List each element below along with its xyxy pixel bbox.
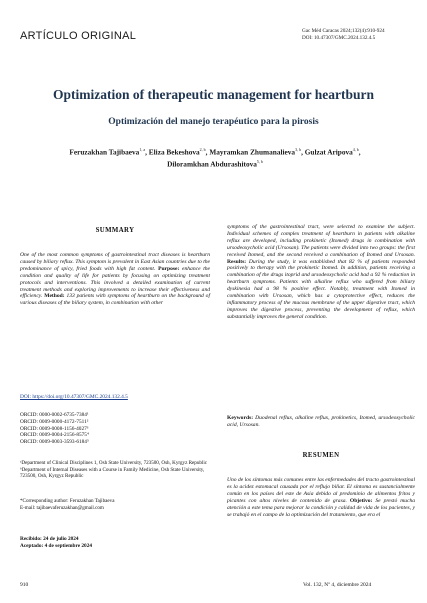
issue-info: Vol. 132, Nº 4, diciembre 2024 (303, 582, 372, 588)
author-superscript: 4, b (352, 147, 359, 152)
affiliations (20, 460, 210, 480)
journal-citation (302, 28, 385, 42)
keywords-label: Keywords: (227, 415, 254, 421)
summary-continuation: symptoms of the gastrointestinal tract, were selected to examine the subject. Individual schemes of complex treatment of heartburn in patients with alkaline reflux are developed, including prokinetic (Itomed) drugs in combination with ursodeoxycholic acid (Ursosan). The patients were divided into two groups: the first received Itomed, and the second received a combination of Itomed and Ursosan. (227, 224, 415, 258)
journal-ref: Gac Méd Caracas 2024;132(4):910-924 (302, 28, 385, 34)
author-list: Feruzakhan Tajibaeva$^{1, a}$, Eliza Bekeshova$^{2, b}$, Mayramkan Zhumanalieva$^{3, b}$, Gulzat Aripova$^{4, b}$, Diloramkhan Abdurashitova$^{5, b}$ (69, 147, 361, 169)
orcid-item: ORCID: 0009-0000-4172-7511² (20, 418, 89, 425)
orcid-item: ORCID: 0009-0008-1156-4027³ (20, 425, 89, 432)
page-number: 910 (20, 582, 29, 588)
results-text: During the study, it was established that 82 % of patients responded positively to therapy with the prokinetic Itomed. In addition, patients receiving a combination of the drugs itoprid and ursodeoxycholic acid had a 92 % reduction in heartburn symptoms. Patients with alkaline reflux who suffered from biliary dyskinesia had a 98 % positive effect. Notably, treatment with Itomed in combination with Ursosan, which has a cytoprotective effect, reduces the inflammatory process of the mucous membrane of the upper digestive tract, which improves the digestive process, preventing the development of reflux, which substantially improves the general condition. (227, 258, 415, 320)
accepted-date: Aceptado: 4 de septiembre 2024 (20, 543, 92, 549)
received-date: Recibido: 24 de julio 2024 (20, 536, 79, 542)
corresponding-author: *Corresponding author: Feruzakhan Tajibaeva (20, 498, 115, 504)
doi-line (20, 394, 128, 400)
summary-intro: One of the most common symptoms of gastrointestinal tract diseases is heartburn caused by biliary reflux. This symptom is prevalent in East Asian countries due to the predominance of spicy, fried foods with high fat content. (20, 252, 210, 272)
resumen-abstract (227, 477, 415, 518)
author-name: Eliza Bekeshova (148, 147, 200, 157)
article-title: Optimization of therapeutic management for heartburn (52, 87, 375, 102)
purpose-text: enhance the condition and quality of life for patients by focusing on optimizing treatment protocols and interventions. This involved a detailed examination of current treatment methods and exploring improvements to increase their effectiveness and efficiency. (20, 265, 210, 300)
summary-heading: SUMMARY (95, 227, 135, 234)
summary-abstract-right (227, 224, 415, 321)
objetivo-text: Se prestó mucha atención a este tema para mejorar la condición y calidad de vida de los pacientes, y se trabajó en el campo de la optimización del tratamiento, que era el (227, 497, 415, 518)
objetivo-label: Objetivo: (349, 497, 373, 504)
results-label: Results: (227, 258, 247, 265)
affiliation-b: ᵇDepartment of Internal Diseases with a Course in Family Medicine, Osh State University, 723500, Osh, Kyrgyz Republic (20, 466, 205, 480)
correspondence (20, 498, 210, 511)
summary-abstract-left (20, 252, 210, 307)
orcid-item: ORCID: 0000-0002-6735-7384¹ (20, 412, 89, 418)
author-superscript: 2, b (199, 147, 206, 152)
method-label: Method: (44, 293, 65, 300)
corresponding-email: E-mail: tajibaevaferuzakhan@gmail.com (20, 504, 104, 511)
affiliation-a: ᵃDepartment of Clinical Disciplines 1, Osh State University, 723500, Osh, Kyrgyz Republic (20, 460, 208, 466)
author-superscript: 1, a (139, 147, 146, 152)
doi-link[interactable]: DOI: https://doi.org/10.47307/GMC.2024.132.4.5 (20, 394, 128, 400)
author-name: Feruzakhan Tajibaeva (69, 147, 140, 157)
resumen-heading: RESUMEN (302, 452, 340, 459)
article-subtitle: Optimización del manejo terapéutico para la pirosis (108, 117, 319, 127)
keywords (227, 415, 415, 429)
author-name: Diloramkhan Abdurashitova (167, 159, 257, 169)
purpose-label: Purpose: (158, 265, 180, 272)
submission-dates (20, 536, 92, 550)
orcid-list (20, 412, 89, 446)
resumen-intro: Uno de los síntomas más comunes entre las enfermedades del tracto gastrointestinal es la acidez estomacal causada por el reflujo biliar. El síntoma es sustancialmente común en los países del este de Asia debido al predominio de alimentos fritos y picantes con altos niveles de contenido de grasa. (227, 477, 415, 504)
author-superscript: 5, b (256, 159, 263, 165)
method-text: 133 patients with symptoms of heartburn on the background of various diseases of the biliary system, in combination with other (20, 293, 211, 307)
section-label: ARTÍCULO ORIGINAL (20, 30, 137, 42)
orcid-item: ORCID: 0009-0004-2156-8575⁴ (20, 432, 89, 439)
doi-ref: DOI: 10.47307/GMC.2024.132.4.5 (302, 35, 376, 41)
author-name: Mayramkan Zhumanalieva (209, 147, 296, 157)
author-superscript: 3, b (295, 147, 302, 152)
author-name: Gulzat Aripova (304, 147, 353, 157)
keywords-text: Duodenal reflux, alkaline reflux, prokinetics, Itomed, ursodeoxycholic acid, Ursosan. (227, 415, 415, 428)
orcid-item: ORCID: 0009-0003-3593-6184⁵ (20, 439, 89, 446)
